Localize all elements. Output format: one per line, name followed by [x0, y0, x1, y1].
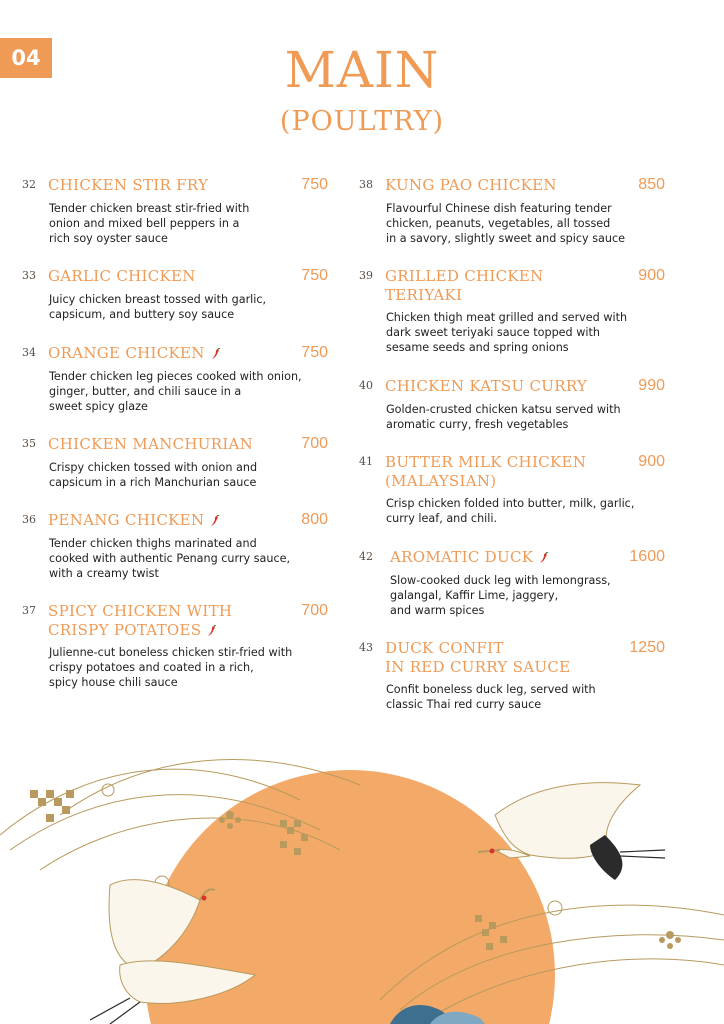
item-name: SPICY CHICKEN WITH	[48, 602, 233, 620]
item-description	[386, 402, 621, 432]
item-name: GARLIC CHICKEN	[48, 267, 196, 285]
item-name-line2: CRISPY POTATOES	[48, 621, 202, 639]
description-line: Juicy chicken breast tossed with garlic,	[49, 293, 267, 306]
page-subtitle: (POULTRY)	[279, 106, 445, 137]
menu-item	[359, 639, 669, 719]
description-line: Crispy chicken tossed with onion and	[49, 461, 258, 474]
item-description	[49, 460, 257, 490]
item-description	[390, 573, 611, 618]
item-price: 700	[301, 602, 328, 619]
item-description	[49, 201, 249, 246]
description-line: spicy house chili sauce	[49, 676, 178, 689]
item-name: ORANGE CHICKEN	[48, 344, 205, 362]
item-description	[49, 645, 292, 690]
chili-pepper-icon	[211, 348, 221, 360]
item-price: 900	[638, 267, 665, 284]
item-description	[49, 292, 266, 322]
item-name: CHICKEN MANCHURIAN	[48, 435, 254, 453]
item-name-line2: IN RED CURRY SAUCE	[385, 658, 571, 676]
description-line: Crisp chicken folded into butter, milk, garlic,	[386, 497, 635, 510]
page-title: MAIN	[284, 41, 440, 99]
description-line: in a savory, slightly sweet and spicy sauce	[386, 232, 626, 245]
description-line: Golden-crusted chicken katsu served with	[386, 403, 621, 416]
item-description	[49, 369, 302, 414]
menu-item	[359, 548, 669, 618]
description-line: crispy potatoes and coated in a rich,	[49, 661, 254, 674]
item-number: 36	[22, 513, 36, 526]
menu-item	[22, 511, 332, 581]
description-line: sesame seeds and spring onions	[386, 341, 569, 354]
description-line: ginger, butter, and chili sauce in a	[49, 385, 242, 398]
item-price: 750	[301, 267, 328, 284]
description-line: capsicum in a rich Manchurian sauce	[49, 476, 257, 489]
item-number: 35	[22, 437, 36, 450]
chili-pepper-icon	[539, 552, 549, 564]
item-description	[386, 496, 634, 526]
item-price: 1600	[629, 548, 665, 565]
description-line: sweet spicy glaze	[49, 400, 148, 413]
chili-pepper-icon	[207, 625, 217, 637]
item-description	[386, 310, 627, 355]
item-number: 39	[359, 269, 373, 282]
item-price: 700	[301, 435, 328, 452]
description-line: classic Thai red curry sauce	[386, 698, 542, 711]
item-name-row	[390, 548, 549, 567]
item-name: DUCK CONFIT	[385, 639, 504, 657]
menu-item	[22, 176, 332, 246]
item-number: 34	[22, 346, 36, 359]
page-number: 04	[11, 46, 41, 70]
description-line: Slow-cooked duck leg with lemongrass,	[390, 574, 611, 587]
description-line: dark sweet teriyaki sauce topped with	[386, 326, 600, 339]
description-line: Julienne-cut boneless chicken stir-fried with	[49, 646, 293, 659]
menu-item	[22, 602, 332, 692]
menu-item	[359, 267, 669, 357]
description-line: rich soy oyster sauce	[49, 232, 168, 245]
item-name-row	[48, 511, 220, 530]
description-line: cooked with authentic Penang curry sauce,	[49, 552, 291, 565]
item-number: 33	[22, 269, 36, 282]
item-price: 990	[638, 377, 665, 394]
item-name: CHICKEN KATSU CURRY	[385, 377, 588, 395]
menu-item	[359, 453, 669, 533]
item-number: 37	[22, 604, 36, 617]
item-number: 43	[359, 641, 373, 654]
item-description	[386, 682, 596, 712]
item-price: 750	[301, 176, 328, 193]
item-name: KUNG PAO CHICKEN	[385, 176, 557, 194]
description-line: with a creamy twist	[49, 567, 159, 580]
description-line: curry leaf, and chili.	[386, 512, 498, 525]
description-line: Flavourful Chinese dish featuring tender	[386, 202, 612, 215]
item-name: BUTTER MILK CHICKEN	[385, 453, 587, 471]
item-name: GRILLED CHICKEN	[385, 267, 544, 285]
item-number: 41	[359, 455, 373, 468]
description-line: Tender chicken breast stir-fried with	[49, 202, 250, 215]
description-line: aromatic curry, fresh vegetables	[386, 418, 569, 431]
item-price: 750	[301, 344, 328, 361]
item-name: CHICKEN STIR FRY	[48, 176, 209, 194]
description-line: Chicken thigh meat grilled and served with	[386, 311, 628, 324]
item-price: 850	[638, 176, 665, 193]
chili-pepper-icon	[210, 515, 220, 527]
description-line: and warm spices	[390, 604, 485, 617]
item-name-row	[48, 344, 221, 363]
description-line: onion and mixed bell peppers in a	[49, 217, 240, 230]
item-name-line2: TERIYAKI	[385, 286, 463, 304]
description-line: Tender chicken thighs marinated and	[49, 537, 257, 550]
item-name-row	[48, 621, 217, 640]
menu-item	[22, 344, 332, 414]
decorative-illustration	[0, 740, 724, 1024]
description-line: Tender chicken leg pieces cooked with onion,	[49, 370, 302, 383]
item-price: 800	[301, 511, 328, 528]
description-line: capsicum, and buttery soy sauce	[49, 308, 235, 321]
item-description	[49, 536, 290, 581]
item-number: 32	[22, 178, 36, 191]
menu-item	[22, 435, 332, 495]
description-line: Confit boneless duck leg, served with	[386, 683, 596, 696]
menu-item	[22, 267, 332, 327]
item-number: 38	[359, 178, 373, 191]
menu-item	[359, 377, 669, 437]
description-line: galangal, Kaffir Lime, jaggery,	[390, 589, 559, 602]
item-number: 42	[359, 550, 373, 563]
item-name: AROMATIC DUCK	[390, 548, 534, 566]
description-line: chicken, peanuts, vegetables, all tossed	[386, 217, 611, 230]
item-name-line2: (MALAYSIAN)	[385, 472, 497, 490]
item-name: PENANG CHICKEN	[48, 511, 205, 529]
item-description	[386, 201, 625, 246]
item-price: 900	[638, 453, 665, 470]
menu-item	[359, 176, 669, 246]
item-price: 1250	[629, 639, 665, 656]
item-number: 40	[359, 379, 373, 392]
